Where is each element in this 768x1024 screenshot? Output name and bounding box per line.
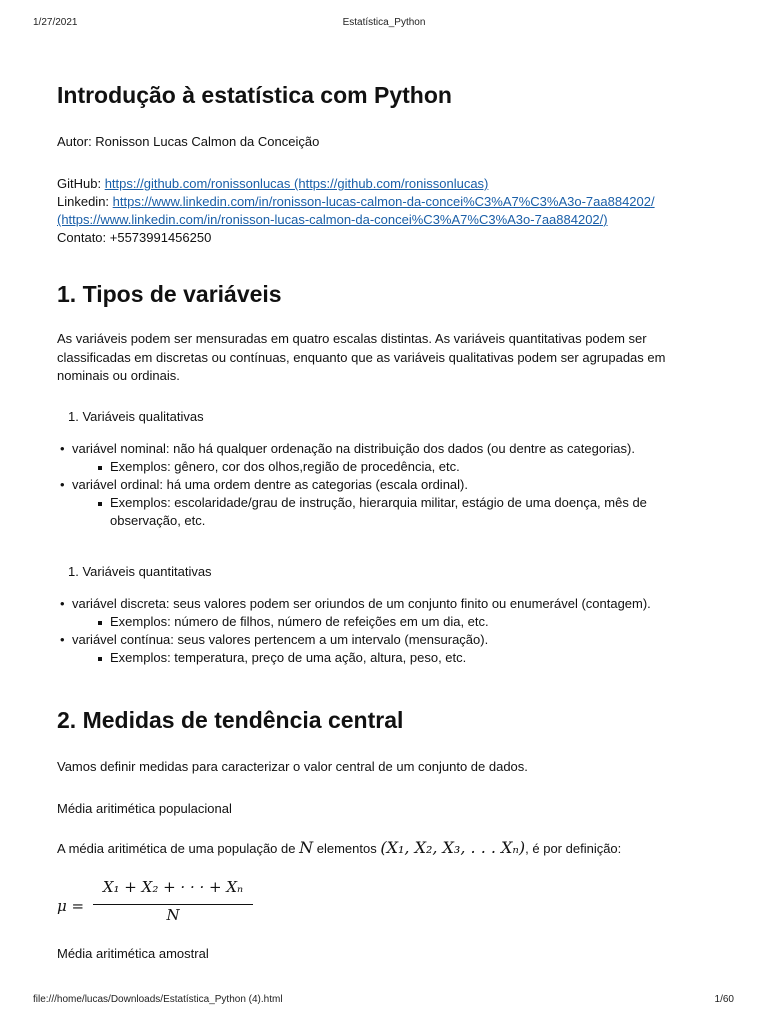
section-1-heading: 1. Tipos de variáveis bbox=[57, 281, 282, 307]
author-line: Autor: Ronisson Lucas Calmon da Conceição bbox=[57, 134, 320, 149]
fraction-bar bbox=[93, 904, 253, 905]
list-heading-quantitativas: 1. Variáveis quantitativas bbox=[68, 564, 212, 579]
list-subitem: Exemplos: temperatura, preço de uma ação, altura, peso, etc. bbox=[110, 650, 467, 665]
list-heading-qualitativas: 1. Variáveis qualitativas bbox=[68, 409, 204, 424]
list-item: • variável ordinal: há uma ordem dentre as categorias (escala ordinal). bbox=[72, 477, 468, 492]
formula-denominator: N bbox=[166, 906, 180, 924]
media-amostral-label: Média aritimética amostral bbox=[57, 946, 209, 961]
math-element-set: (X₁, X₂, X₃, . . . Xₙ) bbox=[380, 838, 526, 857]
list-subitem: Exemplos: escolaridade/grau de instrução, hierarquia militar, estágio de uma doença, mês de bbox=[110, 495, 647, 510]
list-item: • variável discreta: seus valores podem ser oriundos de um conjunto finito ou enumerável (contagem). bbox=[72, 596, 651, 611]
list-subitem: Exemplos: gênero, cor dos olhos,região de procedência, etc. bbox=[110, 459, 460, 474]
linkedin-link-paren[interactable]: (https://www.linkedin.com/in/ronisson-lucas-calmon-da-concei%C3%A7%C3%A3o-7aa884202/) bbox=[57, 212, 608, 227]
definition-text: A média aritimética de uma população de bbox=[57, 841, 296, 856]
media-populacional-label: Média aritimética populacional bbox=[57, 801, 232, 816]
footer-path: file:///home/lucas/Downloads/Estatística_Python (4).html bbox=[33, 994, 283, 1005]
linkedin-link[interactable]: https://www.linkedin.com/in/ronisson-lucas-calmon-da-concei%C3%A7%C3%A3o-7aa884202/ bbox=[112, 194, 655, 209]
paragraph-line: As variáveis podem ser mensuradas em quatro escalas distintas. As variáveis quantitativas podem ser bbox=[57, 331, 647, 346]
math-N: N bbox=[299, 838, 314, 857]
list-subitem: Exemplos: número de filhos, número de refeições em um dia, etc. bbox=[110, 614, 489, 629]
list-item: • variável nominal: não há qualquer ordenação na distribuição dos dados (ou dentre as categorias). bbox=[72, 441, 635, 456]
footer-page-number: 1/60 bbox=[714, 994, 734, 1005]
page-title: Introdução à estatística com Python bbox=[57, 82, 452, 108]
linkedin-line bbox=[57, 194, 655, 209]
paragraph-line: nominais ou ordinais. bbox=[57, 368, 180, 383]
linkedin-label: Linkedin: bbox=[57, 194, 110, 209]
list-subitem-continued: observação, etc. bbox=[110, 513, 206, 528]
contact-line: Contato: +5573991456250 bbox=[57, 230, 212, 245]
github-link[interactable]: https://github.com/ronissonlucas (https://github.com/ronissonlucas) bbox=[104, 176, 489, 191]
formula-lhs: μ = bbox=[57, 897, 85, 915]
paragraph-line: classificadas em discretas ou contínuas, enquanto que as variáveis qualitativas podem ser agrupadas em bbox=[57, 350, 666, 365]
media-populacional-definition bbox=[57, 838, 621, 857]
linkedin-link-continued bbox=[57, 212, 608, 227]
definition-text: , é por definição: bbox=[525, 841, 622, 856]
section-2-intro: Vamos definir medidas para caracterizar o valor central de um conjunto de dados. bbox=[57, 759, 528, 774]
section-2-heading: 2. Medidas de tendência central bbox=[57, 707, 404, 733]
github-label: GitHub: bbox=[57, 176, 102, 191]
formula-numerator: X₁ + X₂ + · · · + Xₙ bbox=[102, 878, 244, 896]
list-item: • variável contínua: seus valores pertencem a um intervalo (mensuração). bbox=[72, 632, 488, 647]
definition-text: elementos bbox=[316, 841, 377, 856]
print-title: Estatística_Python bbox=[342, 17, 426, 28]
print-date: 1/27/2021 bbox=[33, 17, 78, 28]
github-line bbox=[57, 176, 488, 191]
